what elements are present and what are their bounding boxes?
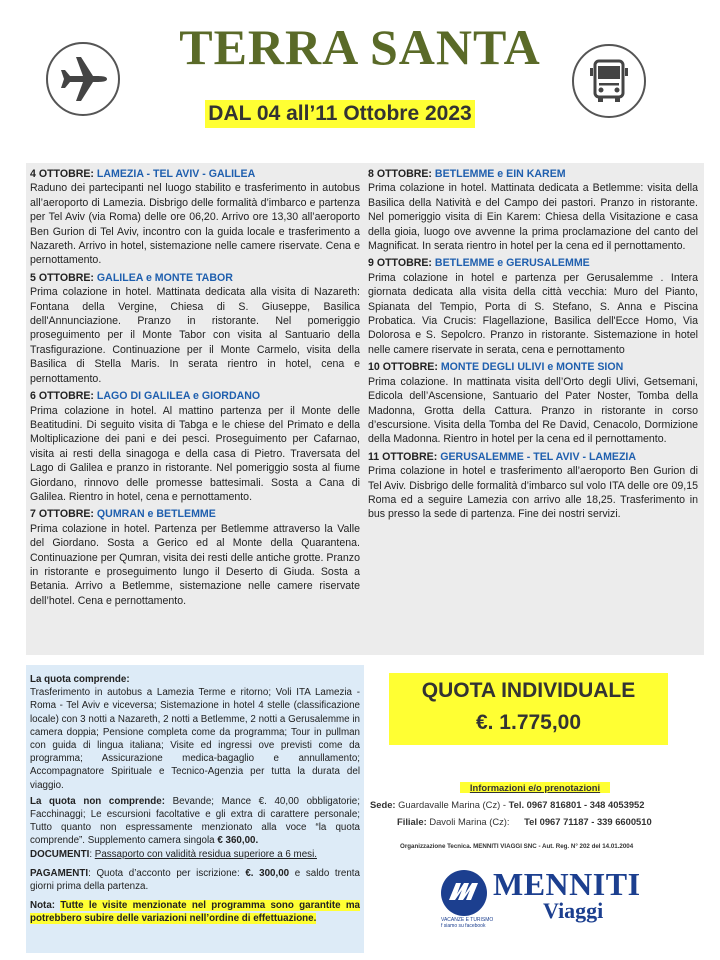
documents-text: Passaporto con validità residua superiore a 6 mesi. (94, 848, 317, 860)
day-date: 5 OTTOBRE: (30, 271, 94, 284)
documents-title: DOCUMENTI (30, 848, 90, 860)
filiale-place: Davoli Marina (Cz): (429, 816, 510, 827)
excludes-text: Bevande; Mance €. 40,00 obbligatorie; Facchinaggi; Le escursioni facoltative e gli extra di carattere personale; Tutto quanto non espressamente menzionato alla voce “la quota comprende”. Supplemento camera singola (30, 795, 360, 847)
contacts-title: Informazioni e/o prenotazioni (460, 782, 610, 793)
day-date: 8 OTTOBRE: (368, 168, 432, 180)
contacts-block (370, 782, 700, 833)
day-heading (368, 256, 698, 270)
airplane-icon (46, 42, 120, 116)
contact-sede (370, 799, 700, 810)
day-item (30, 389, 360, 504)
day-item (30, 507, 360, 608)
day-item (368, 360, 698, 446)
price-value: €. 1.775,00 (475, 711, 582, 734)
day-description: Prima colazione in hotel e trasferimento all’aeroporto Ben Gurion di Tel Aviv. Disbrigo delle formalità d’imbarco sul volo ITA delle ore 09,15 Roma ed a seguire Lamezia con arrivo alle 18,25. Trasferimento in bus presso la sede di partenza. Fine dei nostri servizi. (368, 465, 698, 521)
day-heading (30, 389, 360, 403)
logo-name: MENNITI (493, 866, 641, 902)
logo-subtitle: Viaggi (543, 898, 604, 923)
day-description: Prima colazione in hotel. Partenza per Betlemme attraverso la Valle del Giordano. Sosta a Gerico ed al Monte della Quarantena. Continuazione per Qumran, visita dei resti delle antiche grotte. Pranzo in ristorante e proseguimento lungo il Deserto di Giuda. Sosta a Betania. Arrivo a Betlemme, sistemazione nelle camere riservate dell’hotel. Cena e pernottamento. (30, 522, 360, 607)
excludes-section: La quota non comprende: Bevande; Mance €. 40,00 obbligatorie; Facchinaggi; Le escursioni facoltative e gli extra di carattere personale; Tutto quanto non espressamente menzionato alla voce “la quota comprende”. Supplemento camera singola € 360,00. DOCUMENTI: Passaporto con validità residua superiore a 6 mesi. (30, 795, 360, 860)
day-item (30, 167, 360, 268)
itinerary-panel (26, 163, 704, 655)
contact-filiale (370, 816, 700, 827)
payments-text: Quota d’acconto per iscrizione: (96, 867, 240, 879)
filiale-phones: Tel 0967 71187 - 339 6600510 (524, 816, 652, 827)
organization-note: Organizzazione Tecnica. MENNITI VIAGGI SNC - Aut. Reg. N° 202 del 14.01.2004 (400, 843, 634, 850)
day-item (368, 450, 698, 522)
day-date: 6 OTTOBRE: (30, 390, 94, 403)
price-label: QUOTA INDIVIDUALE (421, 679, 636, 702)
day-place: BETLEMME e GERUSALEMME (434, 257, 590, 270)
note-section (30, 899, 360, 925)
sede-label: Sede: (370, 799, 396, 810)
day-place: GALILEA e MONTE TABOR (96, 271, 233, 284)
includes-text: Trasferimento in autobus a Lamezia Terme e ritorno; Voli ITA Lamezia - Roma - Tel Aviv e viceversa; Sistemazione in hotel 4 stelle (classificazione locale) con 3 notti a Nazareth, 2 notti a Betlemme, 2 notti a Gerusalemme in camera doppia; Pensione completa come da programma; Tour in pullman con guida di lingua italiana; Visite ed ingressi ove previsti come da programma; Assicurazione medica-bagaglio e annullamento; Accompagnatore Spirituale e Tecnico-Agenzia per tutta la durata del viaggio. (30, 687, 360, 791)
single-supplement: € 360,00. (217, 835, 259, 847)
bus-icon (572, 44, 646, 118)
day-date: 4 OTTOBRE: (30, 168, 94, 180)
day-date: 10 OTTOBRE: (368, 361, 438, 374)
payments-text-balance: e saldo trenta giorni prima della partenza. (30, 867, 360, 893)
payments-title: PAGAMENTI (30, 867, 89, 879)
day-description: Prima colazione in hotel e partenza per Gerusalemme . Intera giornata dedicata alla visita della città vecchia: Muro del Pianto, Spianata del Tempio, Porta di S. Stefano, S. Anna e Piscina Probatica. Via Crucis: Flagellazione, Basilica dell'Ecce Homo, Via Dolorosa e S. Sepolcro. Pranzo in ristorante. Sistemazione in hotel nelle camere riservate in serata, cena e pernottamento (368, 271, 698, 356)
includes-title: La quota comprende: (30, 674, 130, 685)
logo-tagline: VACANZE E TURISMO (441, 917, 494, 923)
day-description: Prima colazione in hotel. Mattinata dedicata a Betlemme: visita della Basilica della Natività e del Campo dei pastori. Pranzo in ristorante. Nel pomeriggio visita di Ein Karem: Chiesa della Visitazione e casa della gioia, luogo ove avvenne la prima proclamazione del canto del Magnificat. In serata rientro in hotel per la cena ed il pernottamento. (368, 182, 698, 253)
day-description: Prima colazione in hotel. Al mattino partenza per il Monte delle Beatitudini. Di seguito visita di Tabga e le chiese del Primato e della Moltiplicazione dei pani e dei pesci. Proseguimento per Cafarnao, visita ai resti della sinagoga e della casa di Pietro. Traversata del Lago di Galilea e pranzo in ristorante. Nel pomeriggio sosta al fiume Giordano, rinnovo delle promesse battesimali. Sosta a Cana di Galilea. Rientro in hotel, cena e pernottamento. (30, 404, 360, 503)
day-date: 11 OTTOBRE: (368, 450, 438, 463)
day-place: LAGO DI GALILEA e GIORDANO (96, 390, 261, 403)
itinerary-column-right (368, 167, 698, 525)
day-item (368, 167, 698, 253)
conditions-panel (26, 665, 364, 953)
day-heading (368, 450, 698, 464)
day-heading (30, 167, 360, 181)
note-label: Nota: (30, 900, 56, 912)
day-description: Raduno dei partecipanti nel luogo stabilito e trasferimento in autobus all’aeroporto di Lamezia. Disbrigo delle formalità d’imbarco e partenza per Tel Aviv (via Roma) delle ore 06,20. Arrivo ore 13,30 all’aeroporto Ben Gurion di Tel Aviv, incontro con la guida locale e trasferimento a Nazareth. Arrivo in hotel, sistemazione nelle camere riservate. Cena e pernottamento. (30, 182, 360, 267)
day-heading (368, 360, 698, 374)
day-item (30, 271, 360, 386)
agency-logo (441, 866, 641, 929)
sede-phones: Tel. 0967 816801 - 348 4053952 (508, 799, 645, 810)
filiale-label: Filiale: (397, 816, 427, 827)
day-date: 7 OTTOBRE: (30, 508, 94, 521)
day-place: GERUSALEMME - TEL AVIV - LAMEZIA (440, 450, 637, 463)
day-description: Prima colazione. In mattinata visita dell’Orto degli Ulivi, Getsemani, Edicola dell’Ascensione, Santuario del Pater Noster, Tomba della Madonna, Grotta della Cattura. Pranzo in ristorante in corso d’escursione. Visita della Tomba del Re David, Cenacolo, Dormizione della Madonna. Rientro in hotel per la cena ed il pernottamento. (368, 375, 698, 446)
day-heading (30, 507, 360, 521)
sede-place: Guardavalle Marina (Cz) - (398, 799, 506, 810)
facebook-link[interactable]: f siamo su facebook (441, 923, 486, 929)
day-place: QUMRAN e BETLEMME (96, 508, 216, 521)
day-place: MONTE DEGLI ULIVI e MONTE SION (440, 361, 624, 374)
tour-dates: DAL 04 all’11 Ottobre 2023 (205, 100, 475, 128)
day-heading (368, 167, 698, 181)
day-heading (30, 271, 360, 285)
day-item (368, 256, 698, 357)
excludes-title: La quota non comprende: (30, 795, 165, 807)
deposit-amount: €. 300,00 (245, 867, 290, 879)
logo-emblem-icon (441, 870, 487, 916)
day-date: 9 OTTOBRE: (368, 257, 432, 270)
day-place: LAMEZIA - TEL AVIV - GALILEA (96, 168, 256, 180)
itinerary-column-left (30, 167, 360, 611)
payments-section: PAGAMENTI: Quota d’acconto per iscrizione: €. 300,00 e saldo trenta giorni prima della partenza. (30, 867, 360, 893)
includes-section (30, 673, 360, 792)
day-place: BETLEMME e EIN KAREM (434, 168, 566, 180)
day-description: Prima colazione in hotel. Mattinata dedicata alla visita di Nazareth: Fontana della Vergine, Chiesa di S. Giuseppe, Basilica dell'Annunciazione. Pranzo in ristorante. Nel pomeriggio proseguimento per il Monte Tabor con visita al Santuario della Trasfigurazione. Continuazione per il Monte Carmelo, visita della Basilica di Stella Maris. In serata rientro in hotel, cena e pernottamento. (30, 286, 360, 385)
note-text: Tutte le visite menzionate nel programma sono garantite ma potrebbero subire delle variazioni nell’ordine di effettuazione. (30, 900, 360, 925)
page-title: TERRA SANTA (179, 19, 541, 75)
price-box (389, 673, 668, 745)
